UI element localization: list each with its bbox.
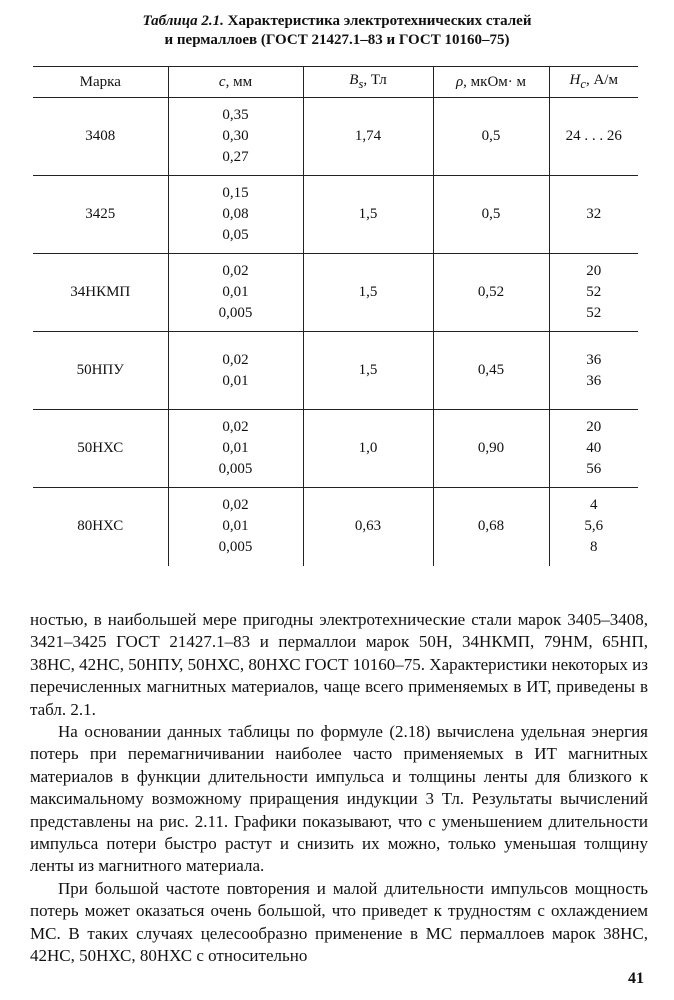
header-thickness: c, мм	[168, 67, 303, 98]
caption-title: Характеристика электротехнических сталей	[227, 13, 532, 29]
cell-saturation-induction: 1,5	[303, 176, 433, 254]
cell-grade: 50НХС	[33, 410, 168, 488]
cell-coercivity-value: 36	[586, 372, 602, 389]
cell-thickness-value: 0,02	[222, 419, 249, 435]
cell-thickness-value: 0,01	[222, 284, 249, 300]
properties-table	[33, 66, 638, 566]
header-grade: Марка	[33, 67, 168, 98]
cell-coercivity	[549, 98, 638, 176]
cell-thickness	[168, 332, 303, 410]
cell-coercivity	[549, 332, 638, 410]
cell-saturation-induction: 1,5	[303, 254, 433, 332]
cell-saturation-induction: 0,63	[303, 488, 433, 566]
cell-thickness-value: 0,30	[222, 128, 249, 144]
header-resistivity: ρ, мкОм· м	[433, 67, 549, 98]
cell-coercivity-value: 5,6	[584, 518, 604, 535]
cell-grade: 3425	[33, 176, 168, 254]
cell-resistivity: 0,90	[433, 410, 549, 488]
cell-coercivity-value: 32	[586, 206, 602, 222]
table-row	[33, 254, 638, 332]
header-saturation-induction: $B_s$, Тл	[303, 67, 433, 98]
cell-thickness-value: 0,02	[222, 497, 249, 514]
cell-saturation-induction: 1,74	[303, 98, 433, 176]
cell-grade: 34НКМП	[33, 254, 168, 332]
header-coercivity: $H_c$, А/м	[549, 67, 638, 98]
cell-thickness-value: 0,005	[218, 461, 253, 477]
cell-coercivity-value: 52	[586, 284, 602, 300]
cell-thickness-value: 0,27	[222, 149, 249, 165]
table-caption	[0, 12, 674, 50]
cell-coercivity-value: 20	[586, 263, 602, 279]
cell-saturation-induction: 1,5	[303, 332, 433, 410]
table-header-row	[33, 67, 638, 98]
cell-grade: 80НХС	[77, 518, 124, 535]
cell-resistivity: 0,52	[433, 254, 549, 332]
table-row	[33, 98, 638, 176]
cell-resistivity: 0,5	[433, 98, 549, 176]
cell-coercivity-value: 8	[590, 539, 598, 556]
cell-thickness-value: 0,05	[222, 227, 249, 243]
paragraph-2: На основании данных таблицы по формуле (2.18) вычислена удельная энергия потерь при перемагничивании наиболее часто применяемых в ИТ магнитных материалов в функции длительности импульса и толщины ленты для близкого к максимальному возможному приращения индукции 3 Тл. Результаты вычислений представлены на рис. 2.11. Графики показывают, что с уменьшением длительности импульса потери быстро растут и снизить их можно, только уменьшая толщину ленты из магнитного материала.	[30, 722, 648, 876]
table-row	[33, 488, 638, 566]
cell-thickness-value: 0,35	[222, 107, 249, 123]
cell-resistivity: 0,5	[433, 176, 549, 254]
table-body	[33, 98, 638, 566]
caption-line-1	[0, 12, 674, 31]
cell-grade: 50НПУ	[33, 332, 168, 410]
page-number: 41	[628, 970, 644, 987]
cell-thickness-value: 0,01	[222, 518, 249, 535]
cell-saturation-induction: 1,0	[303, 410, 433, 488]
cell-coercivity-value: 20	[586, 419, 602, 435]
paragraph-3: При большой частоте повторения и малой длительности импульсов мощность потерь может оказаться очень большой, что приведет к трудностям с охлаждением МС. В таких случаях целесообразно применение в МС пермаллоев марок 38НС, 42НС, 50НХС, 80НХС с относительно	[30, 878, 648, 966]
cell-coercivity	[549, 488, 638, 566]
paragraph-1: ностью, в наибольшей мере пригодны электротехнические стали марок 3405–3408, 3421–3425 ГОСТ 21427.1–83 и пермаллои марок 50Н, 34НКМП, 79НМ, 65НП, 38НС, 42НС, 50НПУ, 50НХС, 80НХС ГОСТ 10160–75. Характеристики некоторых из перечисленных магнитных материалов, чаще всего применяемых в ИТ, приведены в табл. 2.1.	[30, 610, 648, 719]
cell-grade: 3408	[33, 98, 168, 176]
body-text	[30, 609, 648, 968]
cell-resistivity: 0,45	[433, 332, 549, 410]
cell-thickness	[168, 488, 303, 566]
cell-thickness-value: 0,15	[222, 185, 249, 201]
cell-coercivity	[549, 410, 638, 488]
caption-line-2: и пермаллоев (ГОСТ 21427.1–83 и ГОСТ 10160–75)	[164, 32, 510, 48]
cell-thickness-value: 0,01	[222, 440, 249, 456]
cell-coercivity-value: 36	[586, 351, 602, 368]
cell-thickness-value: 0,08	[222, 206, 249, 222]
cell-coercivity	[549, 176, 638, 254]
cell-thickness-value: 0,005	[218, 539, 253, 556]
caption-lead: Таблица 2.1.	[142, 13, 224, 29]
cell-thickness	[168, 176, 303, 254]
cell-coercivity-value: 40	[586, 440, 602, 456]
cell-thickness	[168, 254, 303, 332]
cell-thickness	[168, 98, 303, 176]
cell-coercivity-value: 52	[586, 305, 602, 321]
table-row	[33, 332, 638, 410]
cell-thickness-value: 0,01	[222, 372, 249, 389]
cell-thickness	[168, 410, 303, 488]
table-row	[33, 176, 638, 254]
table-row	[33, 410, 638, 488]
cell-coercivity	[549, 254, 638, 332]
cell-thickness-value: 0,02	[222, 351, 249, 368]
cell-resistivity: 0,68	[433, 488, 549, 566]
cell-thickness-value: 0,02	[222, 263, 249, 279]
cell-coercivity-value: 4	[590, 497, 598, 514]
cell-coercivity-value: 24 . . . 26	[565, 128, 622, 144]
cell-coercivity-value: 56	[586, 461, 602, 477]
cell-thickness-value: 0,005	[218, 305, 253, 321]
